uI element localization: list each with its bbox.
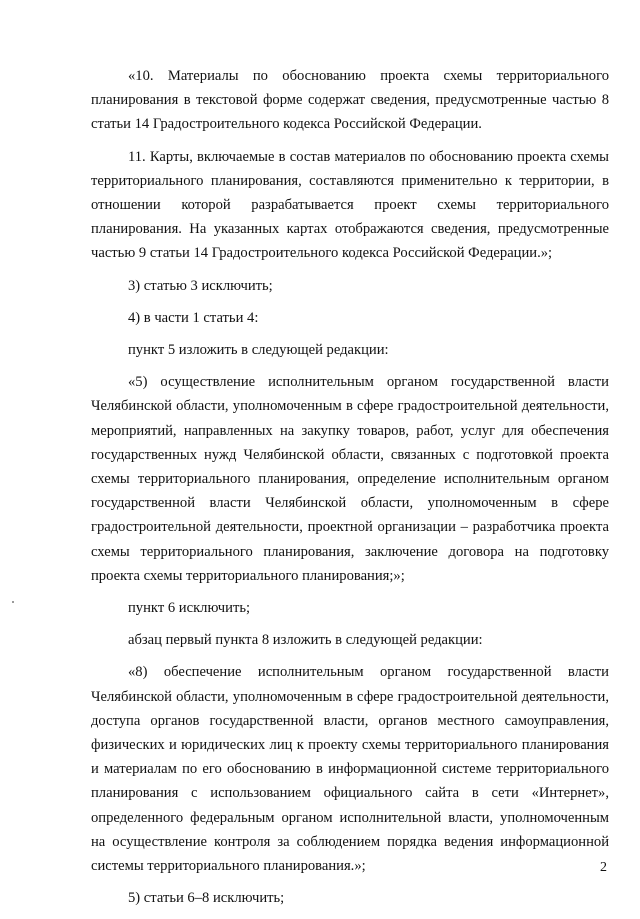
- paragraph-point-5-intro: пункт 5 изложить в следующей редакции:: [128, 342, 389, 359]
- paragraph-item-10: «10. Материалы по обоснованию проекта схемы территориального планирования в текстовой форме содержат сведения, предусмотренные частью 8 статьи 14 Градостроительного кодекса Российской Федерации.: [91, 68, 609, 133]
- scan-mark: [12, 601, 14, 603]
- page-number: 2: [600, 860, 607, 875]
- paragraph-article-3: 3) статью 3 исключить;: [128, 277, 273, 294]
- paragraph-article-4-part-1: 4) в части 1 статьи 4:: [128, 309, 259, 326]
- paragraph-point-5-text: «5) осуществление исполнительным органом государственной власти Челябинской области, уполномоченным в сфере градостроительной деятельности, мероприятий, направленных на закупку товаров, работ, услуг для обеспечения государственных нужд Челябинской области, связанных с подготовкой проекта схемы территориального планирования, определение исполнительным органом государственной власти Челябинской области, уполномоченным в сфере градостроительной деятельности, проектной организации – разработчика проекта схемы территориального планирования, заключение договора на подготовку проекта схемы территориального планирования;»;: [91, 374, 609, 584]
- paragraph-point-6: пункт 6 исключить;: [128, 600, 251, 617]
- paragraph-point-8-text: «8) обеспечение исполнительным органом государственной власти Челябинской области, уполномоченным в сфере градостроительной деятельности, доступа органов государственной власти, органов местного самоуправления, физических и юридических лиц к проекту схемы территориального планирования и материалам по его обоснованию в информационной системе территориального планирования с использованием официального сайта в сети «Интернет», определенного федеральным органом исполнительной власти, уполномоченным на осуществление контроля за соблюдением порядка ведения информационной системы территориального планирования.»;: [91, 664, 609, 875]
- paragraph-articles-6-8: 5) статьи 6–8 исключить;: [128, 890, 285, 907]
- paragraph-point-8-intro: абзац первый пункта 8 изложить в следующей редакции:: [128, 632, 483, 649]
- document-body: [91, 64, 609, 919]
- paragraph-item-11: 11. Карты, включаемые в состав материалов по обоснованию проекта схемы территориального планирования, составляются применительно к территории, в отношении которой разрабатывается проект схемы территориального планирования. На указанных картах отображаются сведения, предусмотренные частью 9 статьи 14 Градостроительного кодекса Российской Федерации.»;: [91, 148, 609, 262]
